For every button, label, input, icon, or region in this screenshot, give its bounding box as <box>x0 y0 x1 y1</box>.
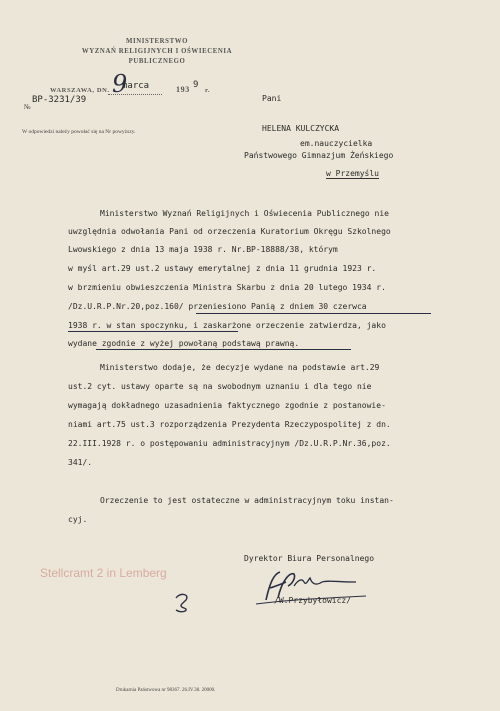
recipient-school: Państwowego Gimnazjum Żeńskiego <box>244 151 394 160</box>
hand-underline <box>68 331 238 332</box>
reply-note: W odpowiedzi należy powołać się na Nr powyższy. <box>22 129 136 135</box>
body-line: 22.III.1928 r. o postępowaniu administracyjnym /Dz.U.R.P.Nr.36,poz. <box>68 439 391 448</box>
body-line: /Dz.U.R.P.Nr.20,poz.160/ przeniesiono Panią z dniem 30 czerwca <box>68 302 367 311</box>
place-label: WARSZAWA, DN. <box>50 87 110 94</box>
reference-number: BP-3231/39 <box>32 95 87 105</box>
signature-title: Dyrektor Biura Personalnego <box>244 554 375 563</box>
ref-prefix: № <box>24 103 31 111</box>
faint-stamp: Stellcramt 2 in Lemberg <box>40 566 167 580</box>
date-month: marca <box>122 81 150 91</box>
recipient-salutation: Pani <box>262 94 282 103</box>
hand-underline <box>196 313 431 314</box>
year-prefix: 193 <box>176 85 190 94</box>
year-suffix: r. <box>205 87 211 94</box>
recipient-name: HELENA KULCZYCKA <box>262 124 340 133</box>
body-line: wymagają dokładnego uzasadnienia faktycznego zgodnie z postanowie- <box>68 401 386 410</box>
body-line: wydane zgodnie z wyżej powołaną podstawą prawną. <box>68 339 300 348</box>
body-line: cyj. <box>68 515 88 524</box>
handwritten-mark <box>170 588 198 616</box>
printer-footer: Drukarnia Państwowa nr 98367. 26.IV.38. 20000. <box>116 688 216 693</box>
body-line: ust.2 cyt. ustawy oparte są na swobodnym uznaniu i dla tego nie <box>68 382 372 391</box>
body-line: Ministerstwo Wyznań Religijnych i Oświecenia Publicznego nie <box>100 209 389 218</box>
date-dots <box>108 94 162 95</box>
signature-name: /W.Przybyłowicz/ <box>274 596 352 605</box>
recipient-city: w Przemyślu <box>326 169 379 178</box>
body-line: Lwowskiego z dnia 13 maja 1938 r. Nr.BP-18888/38, którym <box>68 245 338 254</box>
body-line: uwzględnia odwołania Pani od orzeczenia Kuratorium Okręgu Szkolnego <box>68 227 391 236</box>
year-digit: 9 <box>193 80 199 90</box>
body-line: w brzmieniu obwieszczenia Ministra Skarbu z dnia 20 lutego 1934 r. <box>68 283 386 292</box>
ministry-line-2: WYZNAŃ RELIGIJNYCH I OŚWIECENIA <box>81 48 233 55</box>
body-line: 1938 r. w stan spoczynku, i zaskarżone orzeczenie zatwierdza, jako <box>68 321 386 330</box>
body-line: 341/. <box>68 458 93 467</box>
hand-underline <box>96 349 351 350</box>
recipient-title: em.nauczycielka <box>300 139 373 148</box>
body-line: Ministerstwo dodaje, że decyzje wydane na podstawie art.29 <box>100 363 380 372</box>
handwritten-day: 9 <box>112 70 128 98</box>
body-line: Orzeczenie to jest ostateczne w administracyjnym toku instan- <box>100 496 394 505</box>
ministry-line-1: MINISTERSTWO <box>126 38 188 45</box>
ministry-line-3: PUBLICZNEGO <box>128 58 186 65</box>
body-line: w myśl art.29 ust.2 ustawy emerytalnej z dnia 11 grudnia 1923 r. <box>68 264 377 273</box>
body-line: niami art.75 ust.3 rozporządzenia Prezydenta Rzeczypospolitej z dn. <box>68 420 391 429</box>
